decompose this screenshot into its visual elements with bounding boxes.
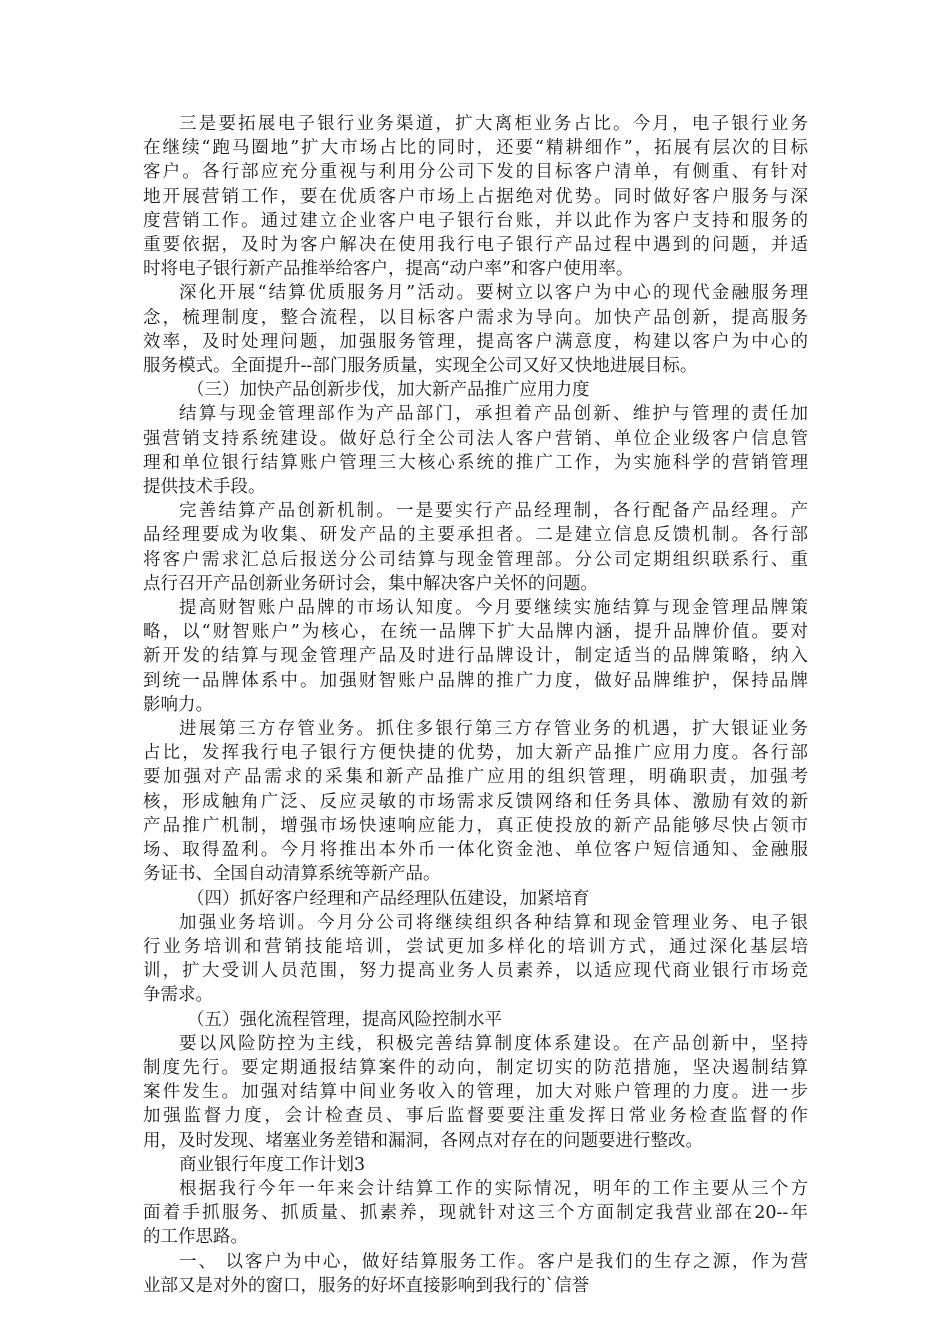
text-line: 场、取得盈利。今月将推出本外币一体化资金池、单位客户短信通知、金融服	[143, 840, 808, 861]
section-heading-line: （五）强化流程管理，提高风险控制水平	[187, 1009, 502, 1030]
text-line: 度营销工作。通过建立企业客户电子银行台账，并以此作为客户支持和服务的	[143, 210, 808, 231]
text-line: 要以风险防控为主线，积极完善结算制度体系建设。在产品创新中，坚持	[179, 1033, 808, 1054]
document-page	[143, 112, 808, 1298]
text-line: 略，以“财智账户”为核心，在统一品牌下扩大品牌内涵，提升品牌价值。要对	[143, 622, 808, 643]
section-heading-line: 商业银行年度工作计划3	[179, 1154, 366, 1175]
text-line: 点行召开产品创新业务研讨会，集中解决客户关怀的问题。	[143, 573, 598, 594]
text-line: 进展第三方存管业务。抓住多银行第三方存管业务的机遇，扩大银证业务	[179, 719, 808, 740]
text-line: 服务模式。全面提升--部门服务质量，实现全公司又好又快地进展目标。	[143, 356, 698, 377]
text-line: 行业务培训和营销技能培训，尝试更加多样化的培训方式，通过深化基层培	[143, 936, 808, 957]
text-line: 到统一品牌体系中。加强财智账户品牌的推广力度，做好品牌维护，保持品牌	[143, 670, 808, 691]
text-line: 要加强对产品需求的采集和新产品推广应用的组织管理，明确职责，加强考	[143, 767, 808, 788]
text-line: 加强监督力度，会计检查员、事后监督要要注重发挥日常业务检查监督的作	[143, 1106, 808, 1127]
text-line: 一、 以客户为中心，做好结算服务工作。客户是我们的生存之源，作为营	[179, 1251, 808, 1272]
text-line: 品经理要成为收集、研发产品的主要承担者。二是建立信息反馈机制。各行部	[143, 525, 808, 546]
text-line: 核，形成触角广泛、反应灵敏的市场需求反馈网络和任务具体、激励有效的新	[143, 791, 808, 812]
text-line: 结算与现金管理部作为产品部门，承担着产品创新、维护与管理的责任加	[179, 404, 808, 425]
text-line: 将客户需求汇总后报送分公司结算与现金管理部。分公司定期组织联系行、重	[143, 549, 808, 570]
text-line: 理和单位银行结算账户管理三大核心系统的推广工作，为实施科学的营销管理	[143, 452, 808, 473]
text-line: 念，梳理制度，整合流程，以目标客户需求为导向。加快产品创新，提高服务	[143, 307, 808, 328]
text-line: 影响力。	[143, 694, 213, 715]
text-line: 制度先行。要定期通报结算案件的动向，制定切实的防范措施，坚决遏制结算	[143, 1057, 808, 1078]
text-line: 新开发的结算与现金管理产品及时进行品牌设计，制定适当的品牌策略，纳入	[143, 646, 808, 667]
text-line: 重要依据，及时为客户解决在使用我行电子银行产品过程中遇到的问题，并适	[143, 235, 808, 256]
text-line: 地开展营销工作，要在优质客户市场上占据绝对优势。同时做好客户服务与深	[143, 186, 808, 207]
text-line: 强营销支持系统建设。做好总行全公司法人客户营销、单位企业级客户信息管	[143, 428, 808, 449]
text-line: 三是要拓展电子银行业务渠道，扩大离柜业务占比。今月，电子银行业务	[179, 114, 808, 134]
text-line: 的工作思路。	[143, 1227, 248, 1248]
text-line: 深化开展“结算优质服务月”活动。要树立以客户为中心的现代金融服务理	[179, 283, 808, 304]
text-line: 在继续“跑马圈地”扩大市场占比的同时，还要“精耕细作”，拓展有层次的目标	[143, 138, 808, 159]
text-line: 训，扩大受训人员范围，努力提高业务人员素养，以适应现代商业银行市场竞	[143, 961, 808, 982]
text-line: 案件发生。加强对结算中间业务收入的管理，加大对账户管理的力度。进一步	[143, 1082, 808, 1103]
text-line: 务证书、全国自动清算系统等新产品。	[143, 864, 441, 885]
text-line: 效率，及时处理问题，加强服务管理，提高客户满意度，构建以客户为中心的	[143, 331, 808, 352]
text-line: 加强业务培训。今月分公司将继续组织各种结算和现金管理业务、电子银	[179, 912, 808, 933]
text-line: 提高财智账户品牌的市场认知度。今月要继续实施结算与现金管理品牌策	[179, 598, 808, 619]
section-heading-line: （三）加快产品创新步伐，加大新产品推广应用力度	[187, 380, 590, 401]
text-line: 客户。各行部应充分重视与利用分公司下发的目标客户清单，有侧重、有针对	[143, 162, 808, 183]
text-line: 面着手抓服务、抓质量、抓素养，现就针对这三个方面制定我营业部在20--年	[143, 1203, 808, 1224]
text-line: 时将电子银行新产品推举给客户，提高“动户率”和客户使用率。	[143, 259, 634, 280]
text-line: 争需求。	[143, 985, 213, 1006]
text-line: 占比，发挥我行电子银行方便快捷的优势，加大新产品推广应用力度。各行部	[143, 743, 808, 764]
text-line: 用，及时发现、堵塞业务差错和漏洞，各网点对存在的问题要进行整改。	[143, 1130, 703, 1151]
section-heading-line: （四）抓好客户经理和产品经理队伍建设，加紧培育	[187, 888, 590, 909]
text-line: 业部又是对外的窗口，服务的好坏直接影响到我行的`信誉	[143, 1275, 590, 1296]
text-line: 提供技术手段。	[143, 477, 266, 498]
text-line: 产品推广机制，增强市场快速响应能力，真正使投放的新产品能够尽快占领市	[143, 815, 808, 836]
text-line: 根据我行今年一年来会计结算工作的实际情况，明年的工作主要从三个方	[179, 1178, 808, 1199]
text-line: 完善结算产品创新机制。一是要实行产品经理制，各行配备产品经理。产	[179, 501, 808, 522]
